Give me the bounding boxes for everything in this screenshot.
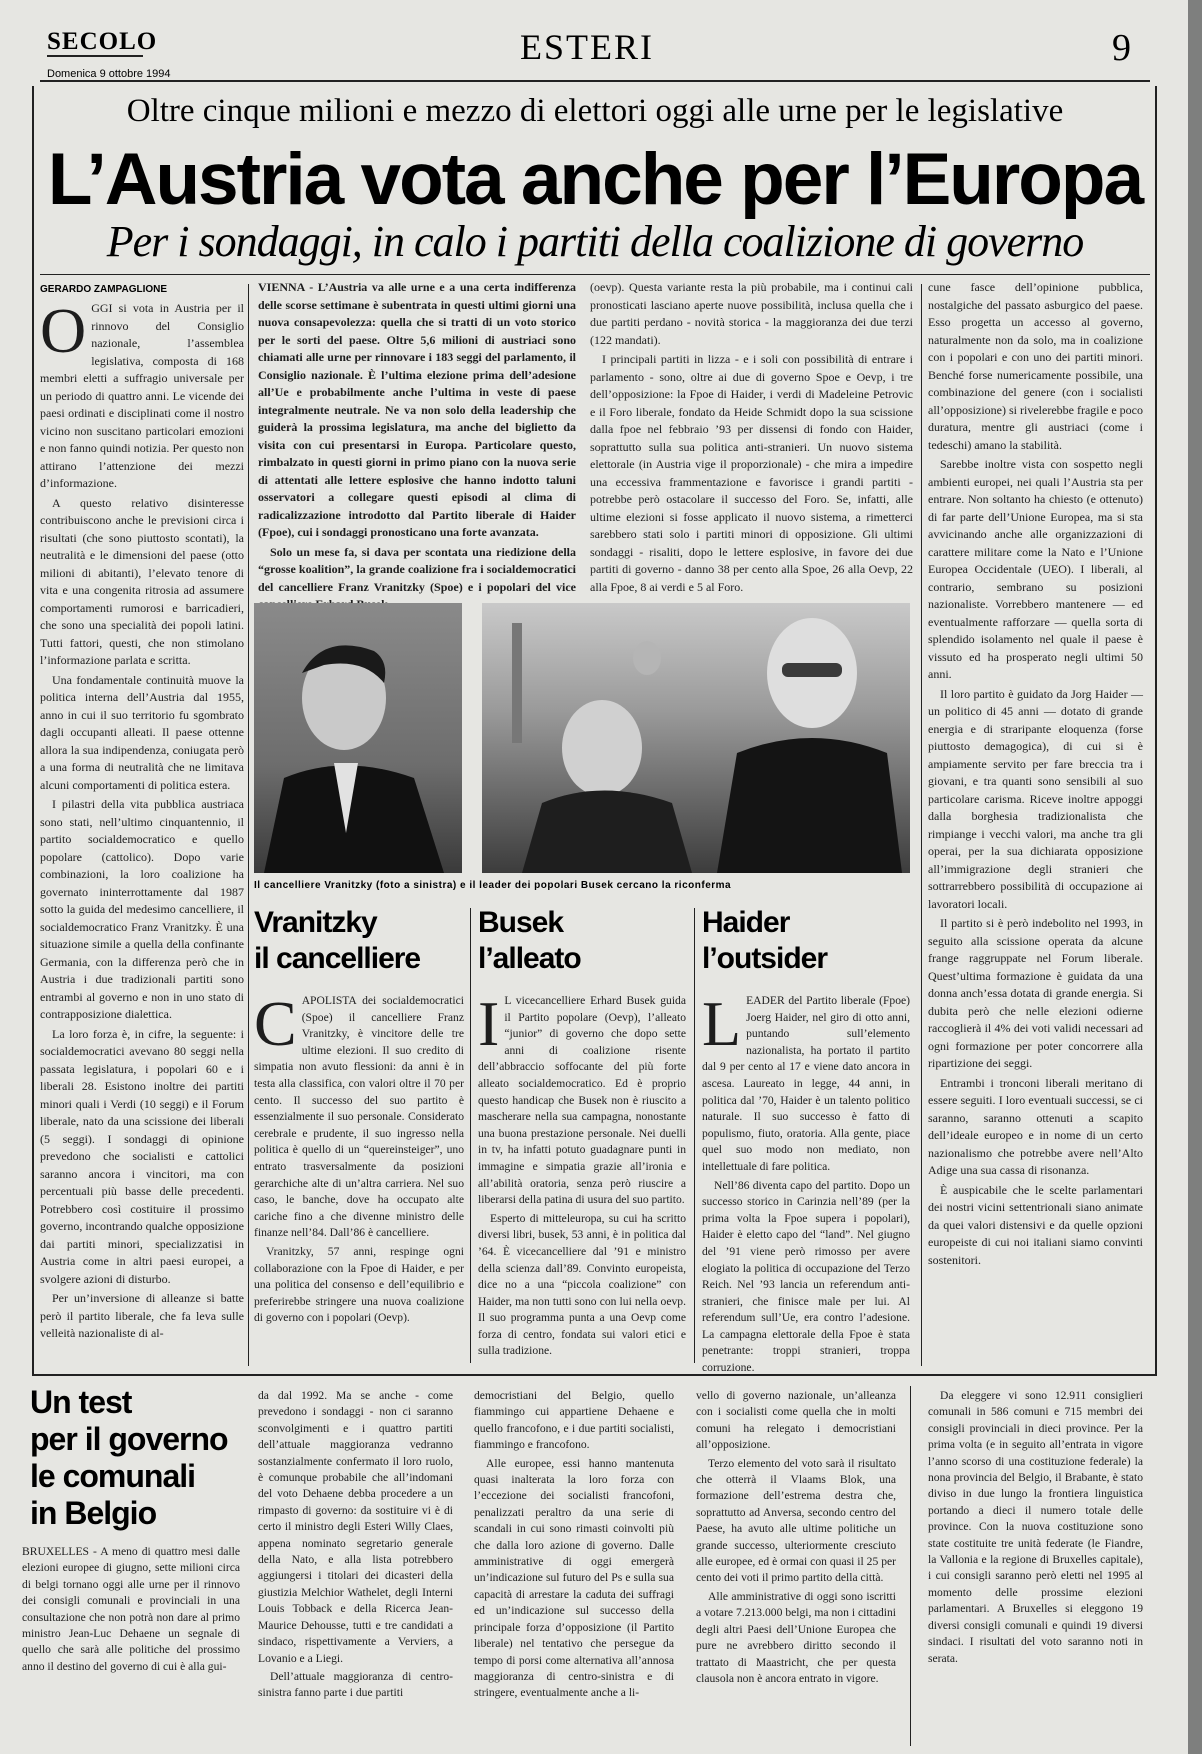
column-rule: [248, 284, 249, 1366]
belgio-paragraph: Alle europee, essi hanno mantenuta quasi inalterata la loro forza con l’eccezione dei socialisti francofoni, penalizzati peraltro da una serie di scandali in cui sono rimasti coinvolti più che dalla loro azione di governo. Dalle amministrative di oggi emergerà un’indicazione sul futuro del Ps e sulla sua capacità di arrestare la caduta dei suffragi ed un’indicazione sul successo della principale forza d’opposizione (il Partito liberale) nel tentativo che persegue da tempo di porsi come alternativa all’annosa maggioranza di centro-sinistra e di stringere, eventualmente anche a li-: [474, 1456, 674, 1700]
group-photo-graphic: [482, 603, 910, 873]
article-paragraph: Una fondamentale continuità muove la politica interna dell’Austria dal 1955, anno in cui il suo territorio fu sgombrato dagli occupanti alleati. Il paese ottenne allora la sua indipendenza, coniugata però a una forma di neutralità che ne limitava alcuni comportamenti di politica estera.: [40, 672, 244, 792]
page-number: 9: [1112, 27, 1131, 69]
article-paragraph: I pilastri della vita pubblica austriaca sono stati, nell’ultimo cinquantennio, il partito socialdemocratico e quello popolare (cattolico). Dopo varie combinazioni, la loro coalizione ha governato ininterrottamente dal 1987 sotto la guida del medesimo cancelliere, il socialdemocratico Franz Vranitzky. È una situazione simile a quella della confinante Germania, con la differenza però che in Austria i due tradizionali partiti sono entrambi al governo e non in uno stato di contrapposizione dialettica.: [40, 797, 244, 1021]
box-headline-haider: Haider l’outsider: [702, 906, 828, 975]
belgio-column-2: [258, 1388, 453, 1744]
headline-rule: [40, 274, 1150, 275]
article-kicker: Oltre cinque milioni e mezzo di elettori oggi alle urne per le legislative: [126, 93, 1064, 129]
article-paragraph: VIENNA - L’Austria va alle urne e a una certa indifferenza delle scorse settimane è subentrata in questi ultimi giorni una nuova consapevolezza: quella che si tratti di un voto storico per le sorti del paese. Oltre 5,6 milioni di austriaci sono chiamati alle urne per rinnovare i 183 seggi del parlamento, il Consiglio nazionale. È l’ultima elezione prima dell’adesione all’Ue e probabilmente anche l’ultima in veste di paese integralmente neutrale. Ne va non solo della leadership che guiderà la prossima legislatura, ma anche del biglietto da visita con cui presentarsi in Europa. Particolare questo, rimbalzato in questi giorni in primo piano con la nuova serie di attentati alle lettere esplosive che hanno indotto taluni osservatori a collegare questi episodi al clima di radicalizzazione introdotto dal Partito liberale di Haider (Fpoe), cui i sondaggi pronosticano una forte avanzata.: [258, 280, 576, 539]
box-paragraph: Esperto di mitteleuropa, su cui ha scritto diversi libri, busek, 53 anni, è in politica dal ’64. È vicecancelliere dal ’91 e ministro della scienza dall’89. Convinto europeista, dice no a una “piccola coalizione” con Haider, ma non tutti sono con lui nella oevp. Il suo programma punta a una Oevp come forza di centro, fondata sui valori etici e sulla tradizione.: [478, 1211, 686, 1358]
box-paragraph: Vranitzky, 57 anni, respinge ogni collaborazione con la Fpoe di Haider, e per una politica del consenso e dell’equilibrio e preferirebbe stringere una nuova coalizione di governo con i popolari (Oevp).: [254, 1244, 464, 1325]
article-paragraph: Entrambi i tronconi liberali meritano di essere seguiti. I loro eventuali successi, se ci saranno, saranno ottenuti a scapito dell’ideale europeo e in nome di un certo nazionalismo che potrebbe avere nell’Alto Adige una sua cassa di risonanza.: [928, 1075, 1143, 1177]
byline: GERARDO ZAMPAGLIONE: [40, 284, 168, 295]
belgio-paragraph: Terzo elemento del voto sarà il risultato che otterrà il Vlaams Blok, una formazione dell’estrema destra che, soprattutto ad Anversa, secondo centro del Paese, ha avuto alle ultime politiche un grande successo, ulteriormente cresciuto alle europee, ed è ormai con quasi il 25 per cento dei voti il primo partito della città.: [696, 1456, 896, 1585]
frame-bottom: [32, 1374, 1157, 1376]
box-headline-vranitzky: Vranitzky il cancelliere: [254, 906, 421, 975]
article-paragraph: Il partito si è però indebolito nel 1993, in seguito alla scissione operata da alcune frange raggruppate nel Forum liberale. Quest’ultima formazione è guidata da una donna anch’essa dotata di grande energia. Si dubita però che nelle elezioni odierne raccoglierà il 4% dei voti validi necessari ad ogni formazione per poter concorrere alla ripartizione dei seggi.: [928, 916, 1143, 1070]
drop-cap: L: [702, 988, 742, 1059]
belgio-paragraph: Da eleggere vi sono 12.911 consiglieri comunali in 586 comuni e 715 membri dei consigli provinciali in dieci province. Per la prima volta (e in seguito all’entrata in vigore l’anno scorso di una costituzione federale) la nona provincia del Belgio, il Brabante, è stato diviso in due lungo la frontiera linguistica portando a dieci il numero totale delle province. Con la nuova costituzione sono state costituite tre unità federate (le Fiandre, la Vallonia e la regione di Bruxelles capitale), i cui consigli saranno però eletti nel 1995 al momento delle prossime elezioni parlamentari. A Bruxelles si eleggono 19 diversi consigli comunali e quindi 19 diversi sindaci. I risultati del voto saranno noti in serata.: [928, 1389, 1143, 1665]
column-rule: [694, 908, 695, 1363]
belgio-paragraph: vello di governo nazionale, un’alleanza con i socialisti come quella che in molti comuni ha relegato i democristiani all’opposizione.: [696, 1389, 896, 1452]
background-head: [633, 641, 661, 675]
belgio-paragraph: BRUXELLES - A meno di quattro mesi dalle elezioni europee di giugno, sette milioni circa di belgi tornano oggi alle urne per il rinnovo dei consigli comunali e provinciali in una consultazione che non potrà non dare al primo ministro Jean-Luc Dehaene un segnale di quello che sarà alle politiche del prossimo anno il destino del governo di cui è alla gui-: [22, 1545, 240, 1673]
glasses-shape: [782, 663, 842, 677]
box-paragraph: Nell’86 diventa capo del partito. Dopo un successo storico in Carinzia nell’89 (per la prima volta la Fpoe supera i popolari), Haider è eletto capo del “land”. Nel giugno del ’91 viene però rimosso per avere elogiato la politica di occupazione del Terzo Reich. Nel ’93 lancia un referendum anti- stranieri, che finisce male per lui. Al referendum sull’Ue, era contro l’adesione. La campagna elettorale della Fpoe è stata penetrante: troppi stranieri, troppa corruzione.: [702, 1178, 910, 1375]
frame-right: [1155, 86, 1157, 1374]
article-subhead: Per i sondaggi, in calo i partiti della coalizione di governo: [106, 217, 1084, 266]
article-column-3: [590, 279, 913, 594]
article-paragraph: OGGI si vota in Austria per il rinnovo del Consiglio nazionale, l’assemblea legislativa, composta di 168 membri eletti a suffragio universale per un periodo di quattro anni. Le vicende dei paesi ordinati e disciplinati come il nostro vicino non suscitano particolari emozioni e non fanno quindi notizia. Per questo non attirano l’attenzione dei mezzi d’informazione.: [40, 295, 244, 490]
photo-caption: Il cancelliere Vranitzky (foto a sinistra) e il leader dei popolari Busek cercano la riconferma: [254, 880, 732, 891]
article-column-1: [40, 295, 244, 1365]
frame-left: [32, 86, 34, 1374]
section-title: ESTERI: [520, 27, 654, 67]
drop-cap: I: [478, 988, 500, 1059]
article-column-4: [928, 279, 1143, 1369]
article-headline: L’Austria vota anche per l’Europa: [47, 139, 1143, 220]
article-paragraph: I principali partiti in lizza - e i soli con possibilità di entrare i parlamento - sono, oltre ai due di governo Spoe e Oevp, i tre dell’opposizione: la Fpoe di Haider, i verdi di Madeleine Petrovic e il Foro liberale, fondato da Heide Schmidt dopo la sua scissione dalla fpoe nel febbraio ’93 per dissensi di fondo con Haider, soprattutto sulla sua politica anti-stranieri. Un nuovo sistema elettorale (in Austria vige il proporzionale) - che mira a impedire una eccessiva frammentazione e favorisce i grandi partiti - potrebbe però ostacolare il successo del Foro. Se, infatti, alle ultime elezioni si fosse applicato il nuovo sistema, a rimetterci sarebbero stati solo i partiti minori di opposizione. Gli ultimi sondaggi - risaliti, dopo le lettere esplosive, in favore dei due partiti di governo - danno 38 per cento alla Spoe, 26 alla Oevp, 22 alla Fpoe, 8 ai verdi e 5 al Foro.: [590, 352, 913, 594]
article-paragraph: Solo un mese fa, si dava per scontata una riedizione della “grosse koalition”, la grande coalizione fra i socialdemocratici del cancelliere Franz Vranitzky (Spoe) e i popolari del vice: [258, 544, 576, 594]
portrait-graphic: [254, 603, 462, 873]
box-text-busek: [478, 988, 686, 1363]
busek-photo: [482, 603, 910, 873]
belgio-paragraph: Alle amministrative di oggi sono iscritti a votare 7.213.000 belgi, ma non i cittadini degli altri Paesi dell’Unione Europea che pure ne avrebbero diritto secondo il trattato di Maastricht, che per questa clausola non è ancora entrato in vigore.: [696, 1589, 896, 1685]
drop-cap: O: [40, 295, 87, 366]
belgio-paragraph: democristiani del Belgio, quello fiammingo cui appartiene Dehaene e quello francofono, e i due partiti socialisti, fiammingo e francofono.: [474, 1389, 674, 1452]
article-paragraph: È auspicabile che le scelte parlamentari dei nostri vicini settentrionali siano animate da quei valori distensivi e da quelle opzioni europeiste di cui noi italiani siamo convinti sostenitori.: [928, 1182, 1143, 1267]
column-rule: [910, 1386, 911, 1746]
article-column-2: [258, 279, 576, 594]
belgio-headline: Un test per il governo le comunali in Belgio: [30, 1384, 228, 1531]
box-text-vranitzky: [254, 988, 464, 1363]
article-paragraph: (oevp). Questa variante resta la più probabile, ma i continui cali pronosticati lasciano aperte nuove possibilità, inclusa quella che i due partiti perdano - novità storica - la maggioranza dei due terzi (122 mandati).: [590, 280, 913, 347]
box-paragraph: I L vicecancelliere Erhard Busek guida il Partito popolare (Oevp), l’alleato “junior” di governo che dopo sette anni di coalizione risente dell’abbraccio soffocante del più forte alleato socialdemocratico. Ed è proprio questo handicap che Busek non è riuscito a mascherare nella sua campagna, nonostante una buona prestazione personale. Nei duelli in tv, ha infatti potuto guadagnare punti in immagine e simpatia grazie all’ironia e all’abilità oratoria, senza però riuscire a liberarsi della patina di usura del suo partito.: [478, 988, 686, 1207]
belgio-column-5: [928, 1388, 1143, 1744]
busek-face: [562, 700, 642, 796]
belgio-column-1: [22, 1544, 240, 1744]
box-paragraph: CAPOLISTA dei socialdemocratici (Spoe) il cancelliere Franz Vranitzky, è vincitore delle tre ultime elezioni. Il suo credito di simpatia non avuto flessioni: da anni è in testa alla classifica, con valori oltre il 70 per cento. Il successo del suo partito è essenzialmente il suo personale. Considerato cerebrale e prudente, il suo ingresso nella politica è quello di un “quereinsteiger”, uno entrato trasversalmente da posizioni gerarchiche alte di un’altra carriera. Nel suo caso, le banche, dove ha occupato alte cariche fino a che divenne ministro delle finanze nell’84. Dall’86 è cancelliere.: [254, 988, 464, 1240]
article-paragraph: Sarebbe inoltre vista con sospetto negli ambienti europei, nei quali l’Austria sta per entrare. Non soltanto ha chiesto (e ottenuto) di far parte dell’Unione Europea, ma si sta avvicinando anche alle organizzazioni di carattere militare come la Nato e l’Unione Europea Occidentale (UEO). I liberali, al contrario, sembrano su posizioni nazionaliste. Vorrebbero mantenere — ed eventualmente rafforzare — quella sorta di splendido isolamento nel quale il paese è vissuto ed ha prosperato negli ultimi 50 anni.: [928, 457, 1143, 681]
box-paragraph: LEADER del Partito liberale (Fpoe) Joerg Haider, nel giro di otto anni, puntando sull’elemento nazionalista, ha portato il partito dal 9 per cento al 17 e viene dato ancora in ascesa. Laureato in legge, 44 anni, in politica dal ’70, Haider è un talento politico naturale. Il suo successo è fatto di populismo, fiuto, oratoria. Alla gente, piace quel suo modo non mediato, non intellettuale di fare politica.: [702, 988, 910, 1173]
article-paragraph: A questo relativo disinteresse contribuiscono anche le previsioni circa i risultati (che sono piuttosto scontati), la neutralità e le dimensioni del paese (otto milioni di abitanti), l’elevato tenore di vita e una congenita ritrosia ad assumere comportamenti rumorosi e barricadieri, che sono una specialità dei popoli latini. Tutti fattori, questi, che non stimolano l’informazione parlata e scritta.: [40, 495, 244, 667]
box-headline-busek: Busek l’alleato: [478, 906, 581, 975]
belgio-paragraph: da dal 1992. Ma se anche - come prevedono i sondaggi - non ci saranno sconvolgimenti e i quattro partiti dell’attuale maggioranza vedranno sostanzialmente confermato il loro ruolo, è comunque probabile che all’indomani del voto Dehaene debba procedere a un rimpasto di governo: da sostituire vi è di certo il ministro degli Esteri Willy Claes, appena nominato segretario generale della Nato, e alla lista potrebbero aggiungersi i titolari dei dicasteri della giustizia Melchior Wathelet, degli Interni Louis Tobback e della Ricerca Jean-Maurice Dehousse, tutti e tre candidati a sindaco, rispettivamente a Verviers, a Lovanio e a Liegi.: [258, 1389, 453, 1665]
article-paragraph: Il loro partito è guidato da Jorg Haider — un politico di 45 anni — dotato di grande energia e di straripante eloquenza (forse piuttosto demagogica), di cui si è ampiamente servito per fare breccia tra i giovani, e tra quanti sono sensibili al suo particolare carisma. Riceve inoltre appoggi dalla borghesia tradizionalista che rimpiange i vecchi valori, ma anche tra gli operai, per la sua dichiarata opposizione all’immigrazione degli stranieri che sottrarrebbero possibilità di occupazione ai lavoratori locali.: [928, 686, 1143, 911]
article-paragraph: La loro forza è, in cifre, la seguente: i socialdemocratici avevano 80 seggi nella passata legislatura, i popolari 60 e i liberali 28. Esistono inoltre dei partiti minori quali i Verdi (10 seggi) e il Forum liberale, nato da una scissione dei liberali (5 seggi). I sondaggi di opinione prevedono che socialisti e cattolici saranno ancora i vincitori, ma con percentuali più basse delle precedenti. Potrebbero così costituire il prossimo governo, incontrando qualche opposizione dai partiti minori, specializzatisi in Austria come in altri paesi europei, a svolgere azioni di disturbo.: [40, 1026, 244, 1286]
header-rule: [40, 80, 1150, 82]
belgio-column-3: [474, 1388, 674, 1744]
belgio-column-4: [696, 1388, 896, 1744]
box-text-haider: [702, 988, 910, 1375]
masthead-date: Domenica 9 ottobre 1994: [47, 68, 171, 80]
vranitzky-photo: [254, 603, 462, 873]
article-paragraph: cune fasce dell’opinione pubblica, nostalgiche del passato asburgico del paese. Esso progetta un accesso al governo, naturalmente non da solo, ma in coalizione con i popolari e con uno dei partiti minori. Benché forse numericamente possibile, una combinazione del genere (con i socialisti all’opposizione) si rivelerebbe fragile e poco duratura, mentre gli austriaci (come i tedeschi) amano la stabilità.: [928, 280, 1143, 452]
column-rule: [921, 284, 922, 1366]
drop-cap: C: [254, 988, 297, 1059]
background-figure: [512, 623, 522, 743]
busek-coat: [522, 791, 692, 874]
second-coat: [717, 738, 902, 873]
belgio-paragraph: Dell’attuale maggioranza di centro-sinistra fanno parte i due partiti: [258, 1669, 453, 1700]
article-paragraph: Per un’inversione di alleanze si batte però il partito liberale, che fa leva sulle velleità nazionaliste di al-: [40, 1291, 244, 1340]
masthead-name: SECOLO: [47, 28, 158, 55]
column-rule: [470, 908, 471, 1363]
masthead-underline: [47, 55, 143, 57]
